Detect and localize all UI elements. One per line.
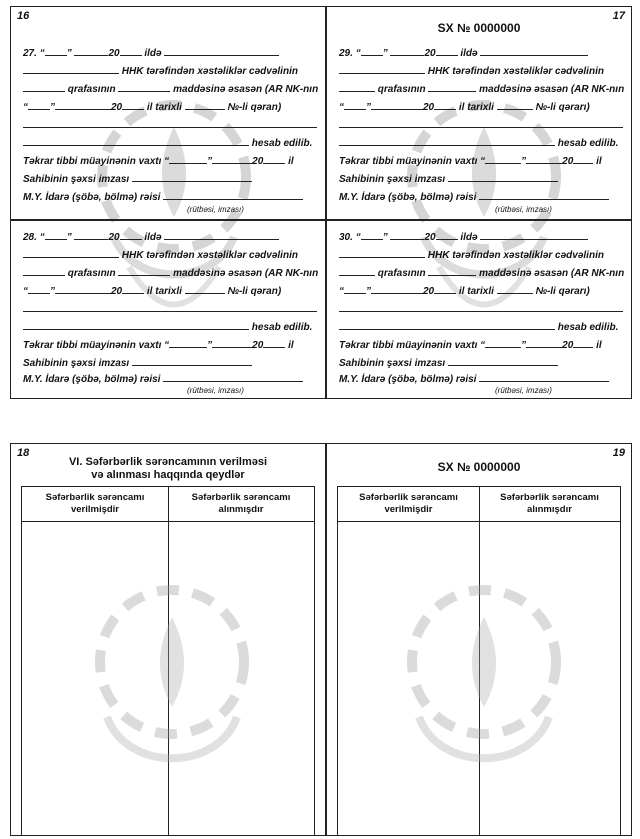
page-number: 17: [612, 10, 625, 22]
column-header-issued: Səfərbərlik sərəncamı verilmişdir: [45, 492, 145, 515]
page-19: [326, 443, 632, 836]
page-17: 17 SX № 0000000 29. “ ” 20 ildə HHK tərəfindən xəstəliklər cədvəlinin qrafasının maddəsinə əsasən (AR NK-nın “ ” 20 il tarixli №-li qərarı) hesab edilib. Təkrar tibbi müayinənin vaxtı “ ” 20 il Sahibinin şəxsi imzası M.Y. İdarə (şöbə, bölmə) rəisi (rütbəsi, imzası) 30. “ ” 20 ildə HHK tərəfindən xəstəliklər cədvəlinin qrafasının maddəsinə əsasən (AR NK-nın “ ” 20 il tarixli №-li qərarı) hesab edilib. Təkrar tibbi müayinənin vaxtı “ ” 20 il Sahibinin şəxsi imzası M.Y. İdarə (şöbə, bölmə) rəisi (rütbəsi, imzası): [326, 6, 632, 399]
section-title: VI. Səfərbərlik sərəncamının verilməsi və alınması haqqında qeydlər: [68, 456, 268, 481]
entry-number-27: 27.: [23, 48, 37, 59]
serial-number: SX № 0000000: [437, 21, 521, 35]
page-number: 19: [612, 447, 625, 459]
entry-number-29: 29.: [339, 48, 353, 59]
column-header-received: Səfərbərlik sərəncamı alınmışdır: [191, 492, 291, 515]
emblem-watermark: [82, 567, 262, 797]
emblem-watermark: [394, 567, 574, 797]
entry-number-28: 28.: [23, 232, 37, 243]
mobilization-table: [337, 486, 621, 835]
entry-number-30: 30.: [339, 232, 353, 243]
page-16: 16 27. “ ” 20 ildə HHK tərəfindən xəstəliklər cədvəlinin qrafasının maddəsinə əsasən (AR NK-nın “ ” 20 il tarixli №-li qəran) hesab edilib. Təkrar tibbi müayinənin vaxtı “ ” 20 il Sahibinin şəxsi imzası M.Y. İdarə (şöbə, bölmə) rəisi (rütbəsi, imzası) 28. “ ” 20 ildə HHK tərəfindən xəstəliklər cədvəlinin qrafasının maddəsinə əsasən (AR NK-nın “ ” 20 il tarixli №-li qəran) hesab edilib. Təkrar tibbi müayinənin vaxtı “ ” 20 il Sahibinin şəxsi imzası M.Y. İdarə (şöbə, bölmə) rəisi (rütbəsi, imzası): [10, 6, 326, 399]
page-number: 16: [17, 10, 30, 22]
mobilization-table: [21, 486, 315, 835]
page-18: [10, 443, 326, 836]
column-header-received: Səfərbərlik sərəncamı alınmışdır: [500, 492, 599, 515]
column-header-issued: Səfərbərlik sərəncamı verilmişdir: [359, 492, 458, 515]
serial-number: SX № 0000000: [437, 460, 521, 474]
page-number: 18: [17, 447, 30, 459]
